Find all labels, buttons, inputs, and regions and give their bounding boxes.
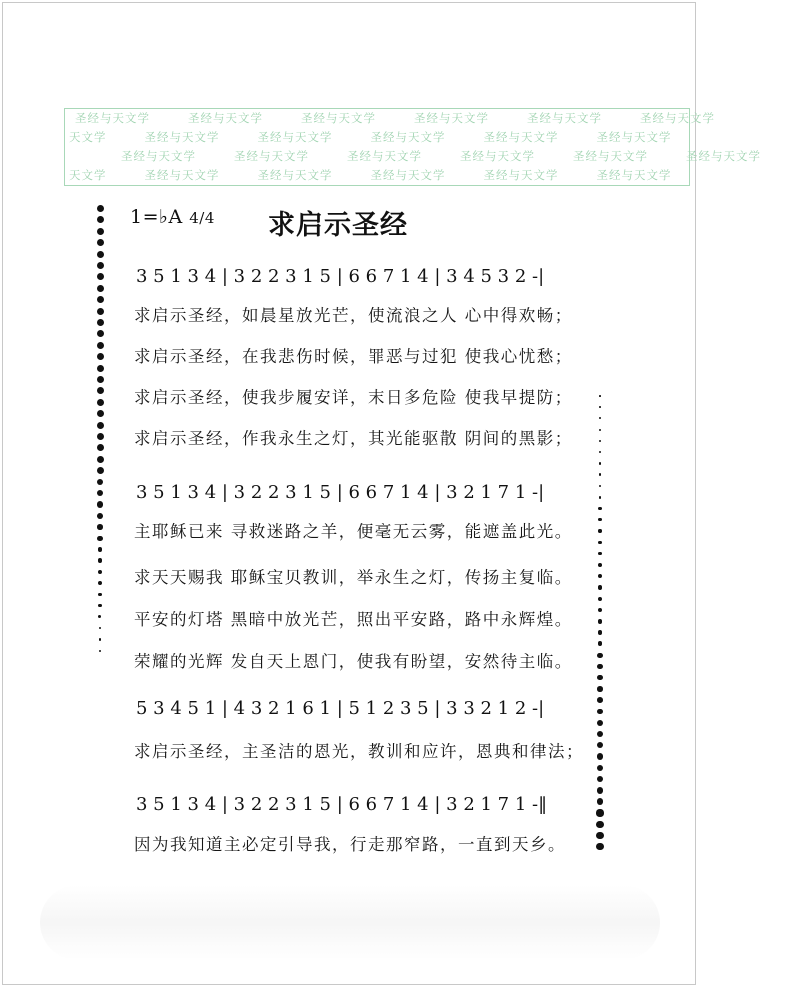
watermark-text: 圣经与天文学 bbox=[257, 130, 333, 144]
border-dot bbox=[599, 406, 601, 408]
notation-line: 5 3 4 5 1 | 4 3 2 1 6 1 | 5 1 2 3 5 | 3 3 2 1 2 -| bbox=[136, 698, 545, 719]
watermark-text: 圣经与天文学 bbox=[144, 168, 220, 182]
key-signature bbox=[130, 206, 215, 228]
watermark-text: 圣经与天文学 bbox=[460, 149, 535, 163]
border-dot bbox=[97, 501, 103, 507]
border-dot bbox=[598, 507, 601, 510]
watermark-row bbox=[69, 128, 689, 147]
border-dot bbox=[97, 273, 104, 280]
watermark-text: 圣经与天文学 bbox=[75, 111, 150, 125]
border-dot bbox=[97, 296, 104, 303]
watermark-text: 天文学 bbox=[69, 168, 107, 182]
lyric-line: 求启示圣经，如晨星放光芒，使流浪之人 心中得欢畅； bbox=[134, 306, 573, 325]
watermark-text: 圣经与天文学 bbox=[640, 111, 715, 125]
watermark-text: 圣经与天文学 bbox=[257, 168, 333, 182]
page-shadow bbox=[40, 885, 660, 960]
song-title: 求启示圣经 bbox=[268, 210, 408, 241]
watermark-text: 圣经与天文学 bbox=[596, 168, 672, 182]
border-dot bbox=[599, 429, 601, 431]
border-dot bbox=[97, 228, 104, 235]
border-dot bbox=[97, 308, 104, 315]
border-dot bbox=[596, 821, 603, 828]
border-dot bbox=[599, 395, 601, 397]
border-dot bbox=[598, 529, 601, 532]
border-dot bbox=[597, 653, 602, 658]
border-dot bbox=[98, 593, 102, 597]
border-dot bbox=[97, 467, 104, 474]
border-dot bbox=[99, 638, 101, 640]
border-dot bbox=[97, 387, 104, 394]
watermark-row bbox=[75, 109, 715, 128]
border-dot bbox=[97, 376, 104, 383]
border-dot bbox=[599, 462, 601, 464]
border-dot bbox=[97, 399, 104, 406]
border-dot bbox=[597, 686, 602, 691]
watermark-text: 圣经与天文学 bbox=[144, 130, 220, 144]
border-dot bbox=[97, 262, 104, 269]
watermark-text: 圣经与天文学 bbox=[370, 130, 446, 144]
key-label: 1=♭A bbox=[130, 206, 183, 228]
border-dot bbox=[596, 843, 603, 850]
border-dot bbox=[97, 365, 104, 372]
border-dot bbox=[97, 319, 104, 326]
watermark-text: 圣经与天文学 bbox=[234, 149, 309, 163]
watermark-row bbox=[69, 166, 689, 185]
border-dot bbox=[598, 619, 603, 624]
border-dot bbox=[97, 536, 102, 541]
border-dot bbox=[97, 456, 104, 463]
watermark-text: 圣经与天文学 bbox=[527, 111, 602, 125]
border-dot bbox=[599, 440, 601, 442]
watermark-text: 圣经与天文学 bbox=[483, 168, 559, 182]
border-dot bbox=[97, 216, 104, 223]
border-dot bbox=[98, 604, 101, 607]
lyric-line: 求启示圣经，使我步履安详，末日多危险 使我早提防； bbox=[134, 388, 573, 407]
border-dot bbox=[97, 205, 104, 212]
border-dot bbox=[596, 832, 603, 839]
border-dot bbox=[97, 353, 104, 360]
border-dot bbox=[97, 239, 104, 246]
lyric-line: 因为我知道主必定引导我，行走那窄路，一直到天乡。 bbox=[134, 835, 566, 854]
border-dot bbox=[596, 809, 603, 816]
watermark-text: 天文学 bbox=[69, 130, 107, 144]
border-dot bbox=[598, 563, 602, 567]
lyric-line: 平安的灯塔 黑暗中放光芒，照出平安路，路中永辉煌。 bbox=[134, 610, 573, 629]
watermark-text: 圣经与天文学 bbox=[301, 111, 376, 125]
border-dot bbox=[597, 675, 602, 680]
watermark-text: 圣经与天文学 bbox=[414, 111, 489, 125]
watermark-text: 圣经与天文学 bbox=[686, 149, 761, 163]
border-dot bbox=[97, 444, 104, 451]
watermark-banner bbox=[64, 108, 761, 186]
border-dot bbox=[597, 709, 603, 715]
lyric-line: 求天天赐我 耶稣宝贝教训，举永生之灯，传扬主复临。 bbox=[134, 568, 573, 587]
lyric-line: 求启示圣经，在我悲伤时候，罪恶与过犯 使我心忧愁； bbox=[134, 347, 573, 366]
border-dot bbox=[97, 422, 104, 429]
watermark-text: 圣经与天文学 bbox=[573, 149, 648, 163]
border-dot bbox=[598, 597, 602, 601]
watermark-text: 圣经与天文学 bbox=[347, 149, 422, 163]
border-dot bbox=[97, 410, 104, 417]
notation-line: 3 5 1 3 4 | 3 2 2 3 1 5 | 6 6 7 1 4 | 3 2 1 7 1 -‖ bbox=[136, 794, 548, 815]
border-dot bbox=[598, 585, 602, 589]
lyric-line: 求启示圣经，作我永生之灯，其光能驱散 阴间的黑影； bbox=[134, 429, 573, 448]
border-dot bbox=[99, 650, 101, 652]
border-dot bbox=[97, 251, 104, 258]
border-dot bbox=[97, 433, 104, 440]
border-dot bbox=[597, 753, 603, 759]
lyric-line: 求启示圣经，主圣洁的恩光，教训和应许，恩典和律法； bbox=[134, 742, 584, 761]
notation-line: 3 5 1 3 4 | 3 2 2 3 1 5 | 6 6 7 1 4 | 3 2 1 7 1 -| bbox=[136, 482, 545, 503]
border-dot bbox=[97, 342, 104, 349]
lyric-line: 主耶稣已来 寻救迷路之羊，便毫无云雾，能遮盖此光。 bbox=[134, 522, 573, 541]
watermark-text: 圣经与天文学 bbox=[483, 130, 559, 144]
border-dot bbox=[97, 330, 104, 337]
border-dot bbox=[598, 541, 602, 545]
border-dot bbox=[97, 524, 103, 530]
border-dot bbox=[97, 285, 104, 292]
border-dot bbox=[597, 697, 603, 703]
watermark-text: 圣经与天文学 bbox=[370, 168, 446, 182]
lyric-line: 荣耀的光辉 发自天上恩门，使我有盼望，安然待主临。 bbox=[134, 652, 573, 671]
watermark-text: 圣经与天文学 bbox=[188, 111, 263, 125]
notation-line: 3 5 1 3 4 | 3 2 2 3 1 5 | 6 6 7 1 4 | 3 4 5 3 2 -| bbox=[136, 266, 545, 287]
border-dot bbox=[597, 664, 602, 669]
watermark-text: 圣经与天文学 bbox=[121, 149, 196, 163]
watermark-row bbox=[121, 147, 761, 166]
border-dot bbox=[597, 720, 603, 726]
time-signature: 4/4 bbox=[189, 209, 215, 227]
border-dot bbox=[597, 787, 604, 794]
border-dot bbox=[97, 513, 103, 519]
watermark-text: 圣经与天文学 bbox=[596, 130, 672, 144]
